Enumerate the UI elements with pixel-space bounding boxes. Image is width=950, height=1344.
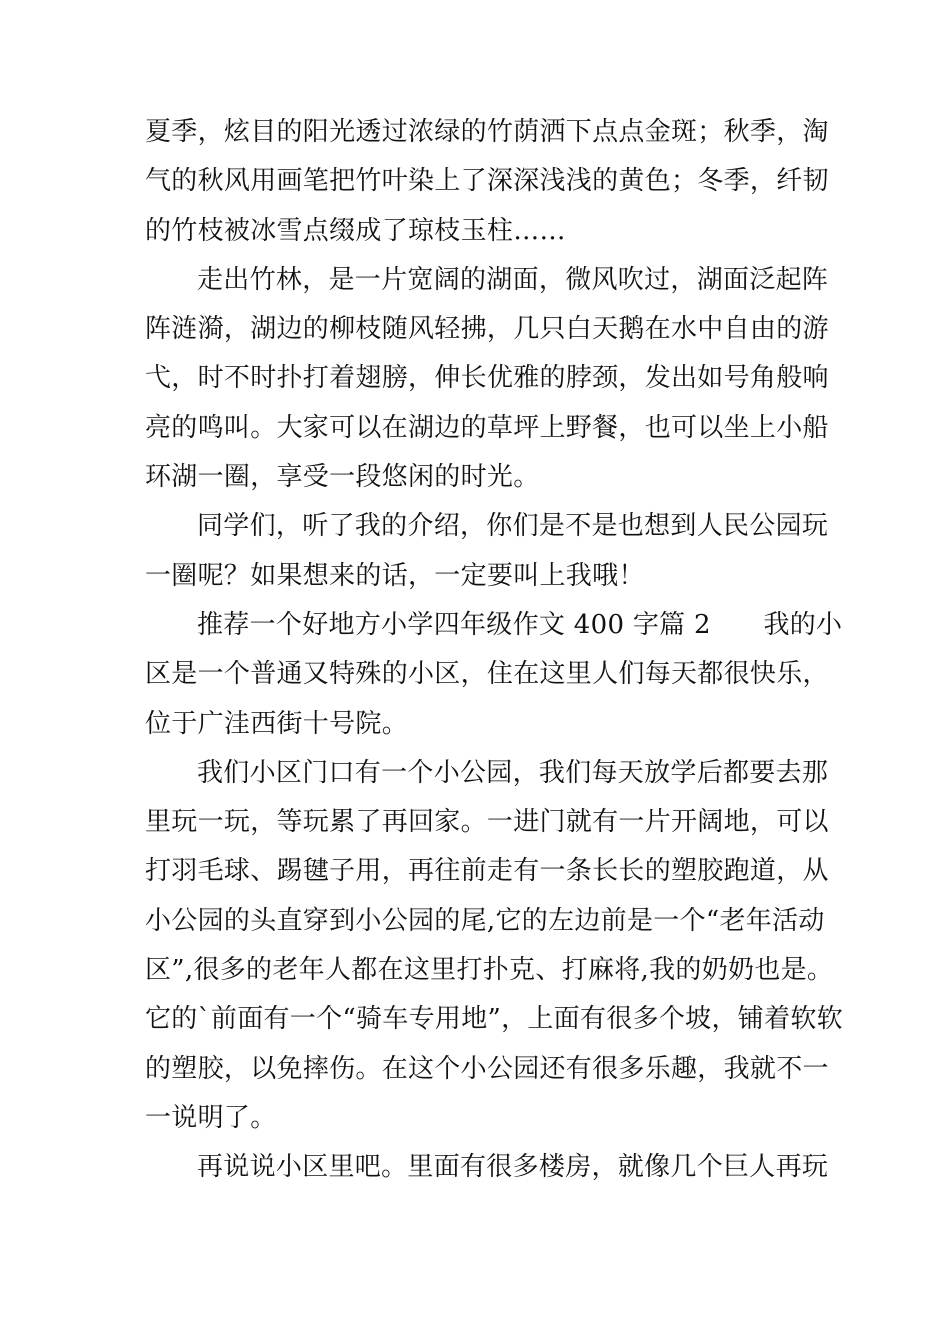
text-line: 亮的鸣叫。大家可以在湖边的草坪上野餐，也可以坐上小船: [145, 412, 829, 443]
essay-body: [145, 108, 843, 1193]
text-line: 位于广洼西街十号院。: [145, 708, 409, 739]
text-line: 小公园的头直穿到小公园的尾,它的左边前是一个“老年活动: [145, 905, 825, 936]
text-line: 阵涟漪，湖边的柳枝随风轻拂，几只白天鹅在水中自由的游: [145, 314, 829, 345]
paragraph-first-line: 我们小区门口有一个小公园，我们每天放学后都要去那: [197, 757, 829, 788]
text-line: 弋，时不时扑打着翅膀，伸长优雅的脖颈，发出如号角般响: [145, 363, 829, 394]
text-line: 一说明了。: [145, 1102, 277, 1133]
text-line: 的竹枝被冰雪点缀成了琼枝玉柱……: [145, 215, 566, 246]
text-line: 它的`前面有一个“骑车专用地”，上面有很多个坡，铺着软软: [145, 1004, 843, 1035]
text-line: 夏季，炫目的阳光透过浓绿的竹荫洒下点点金斑；秋季，淘: [145, 117, 829, 147]
paragraph-first-line: 走出竹林，是一片宽阔的湖面，微风吹过，湖面泛起阵: [197, 264, 829, 295]
paragraph-first-line: 同学们，听了我的介绍，你们是不是也想到人民公园玩: [197, 511, 829, 542]
text-line: 里玩一玩，等玩累了再回家。一进门就有一片开阔地，可以: [145, 807, 829, 838]
text-line: 区是一个普通又特殊的小区，住在这里人们每天都很快乐，: [145, 659, 829, 690]
text-line: 的塑胶，以免摔伤。在这个小公园还有很多乐趣，我就不一: [145, 1053, 829, 1084]
text-line: 一圈呢？如果想来的话，一定要叫上我哦！: [145, 560, 645, 591]
text-line: 环湖一圈，享受一段悠闲的时光。: [145, 462, 540, 493]
paragraph-first-line: 再说说小区里吧。里面有很多楼房，就像几个巨人再玩: [197, 1152, 829, 1183]
section-heading-line: 推荐一个好地方小学四年级作文 400 字篇 2 我的小: [197, 609, 843, 640]
text-line: 气的秋风用画笔把竹叶染上了深深浅浅的黄色；冬季，纤韧: [145, 166, 829, 197]
text-line: 打羽毛球、踢毽子用，再往前走有一条长长的塑胶跑道，从: [145, 856, 829, 887]
text-line: 区”,很多的老年人都在这里打扑克、打麻将,我的奶奶也是。: [145, 955, 834, 986]
